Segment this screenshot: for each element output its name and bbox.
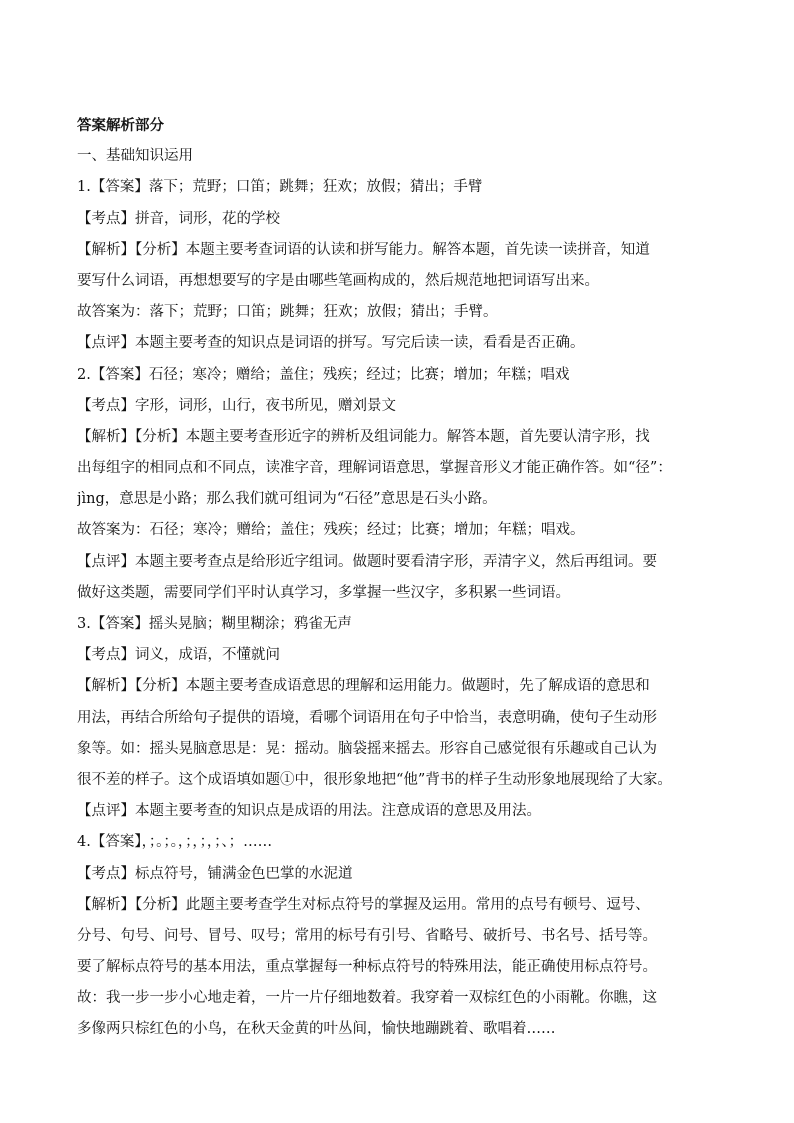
q3-point: 【考点】词义，成语，不懂就问 xyxy=(77,647,280,664)
q2-analysis-line-1: 【解析】【分析】本题主要考查形近字的辨析及组词能力。解答本题，首先要认清字形，找 xyxy=(77,428,650,445)
answer-analysis-content xyxy=(77,110,717,1046)
q1-point: 【考点】拼音，词形，花的学校 xyxy=(77,210,280,227)
q3-analysis-line-4: 很不差的样子。这个成语填如题①中，很形象地把“他”背书的样子生动形象地展现给了大家。 xyxy=(77,771,672,788)
section-heading: 一、基础知识运用 xyxy=(77,148,193,165)
q1-analysis-line-1: 【解析】【分析】本题主要考查词语的认读和拼写能力。解答本题，首先读一读拼音，知道 xyxy=(77,241,650,258)
q1-analysis-line-2: 要写什么词语，再想想要写的字是由哪些笔画构成的，然后规范地把词语写出来。 xyxy=(77,272,599,289)
q2-comment-line-1: 【点评】本题主要考查点是给形近字组词。做题时要看清字形，弄清字义，然后再组词。要 xyxy=(77,553,657,570)
q2-analysis-line-4: 故答案为：石径；寒冷；赠给；盖住；残疾；经过；比赛；增加；年糕；唱戏。 xyxy=(77,522,585,539)
q1-answer: 1.【答案】落下；荒野；口笛；跳舞；狂欢；放假；猜出；手臂 xyxy=(77,179,483,196)
q4-analysis-line-2: 分号、句号、问号、冒号、叹号；常用的标号有引号、省略号、破折号、书名号、括号等。 xyxy=(77,927,657,944)
q4-answer: 4.【答案】，；。；。，；，；，；、；…… xyxy=(77,834,273,851)
q3-comment: 【点评】本题主要考查的知识点是成语的用法。注意成语的意思及用法。 xyxy=(77,803,541,820)
q3-answer: 3.【答案】摇头晃脑；糊里糊涂；鸦雀无声 xyxy=(77,616,352,632)
q4-analysis-line-1: 【解析】【分析】此题主要考查学生对标点符号的掌握及运用。常用的点号有顿号、逗号、 xyxy=(77,896,650,913)
page-title: 答案解析部分 xyxy=(77,117,164,134)
q4-analysis-line-4: 故：我一步一步小心地走着，一片一片仔细地数着。我穿着一双棕红色的小雨靴。你瞧，这 xyxy=(77,990,657,1007)
q3-analysis-line-3: 象等。如：摇头晃脑意思是：晃：摇动。脑袋摇来摇去。形容自己感觉很有乐趣或自己认为 xyxy=(77,740,657,757)
q2-analysis-line-3: jìng，意思是小路；那么我们就可组词为“石径”意思是石头小路。 xyxy=(77,491,497,508)
q1-comment: 【点评】本题主要考查的知识点是词语的拼写。写完后读一读，看看是否正确。 xyxy=(77,335,585,352)
q4-analysis-line-5: 多像两只棕红色的小鸟，在秋天金黄的叶丛间，愉快地蹦跳着、歌唱着…… xyxy=(77,1021,556,1038)
q2-answer: 2.【答案】石径；寒冷；赠给；盖住；残疾；经过；比赛；增加；年糕；唱戏 xyxy=(77,366,570,383)
q3-analysis-line-2: 用法，再结合所给句子提供的语境，看哪个词语用在句子中恰当，表意明确，使句子生动形 xyxy=(77,709,657,726)
q3-analysis-line-1: 【解析】【分析】本题主要考查成语意思的理解和运用能力。做题时，先了解成语的意思和 xyxy=(77,678,650,695)
q1-analysis-line-3: 故答案为：落下；荒野；口笛；跳舞；狂欢；放假；猜出；手臂。 xyxy=(77,304,498,321)
q2-analysis-line-2: 出每组字的相同点和不同点，读准字音，理解词语意思，掌握音形义才能正确作答。如“径”： xyxy=(77,460,672,477)
q4-point: 【考点】标点符号，铺满金色巴掌的水泥道 xyxy=(77,865,353,882)
q4-analysis-line-3: 要了解标点符号的基本用法，重点掌握每一种标点符号的特殊用法，能正确使用标点符号。 xyxy=(77,959,657,976)
q2-comment-line-2: 做好这类题，需要同学们平时认真学习，多掌握一些汉字，多积累一些词语。 xyxy=(77,584,570,601)
q2-point: 【考点】字形，词形，山行，夜书所见，赠刘景文 xyxy=(77,397,396,414)
